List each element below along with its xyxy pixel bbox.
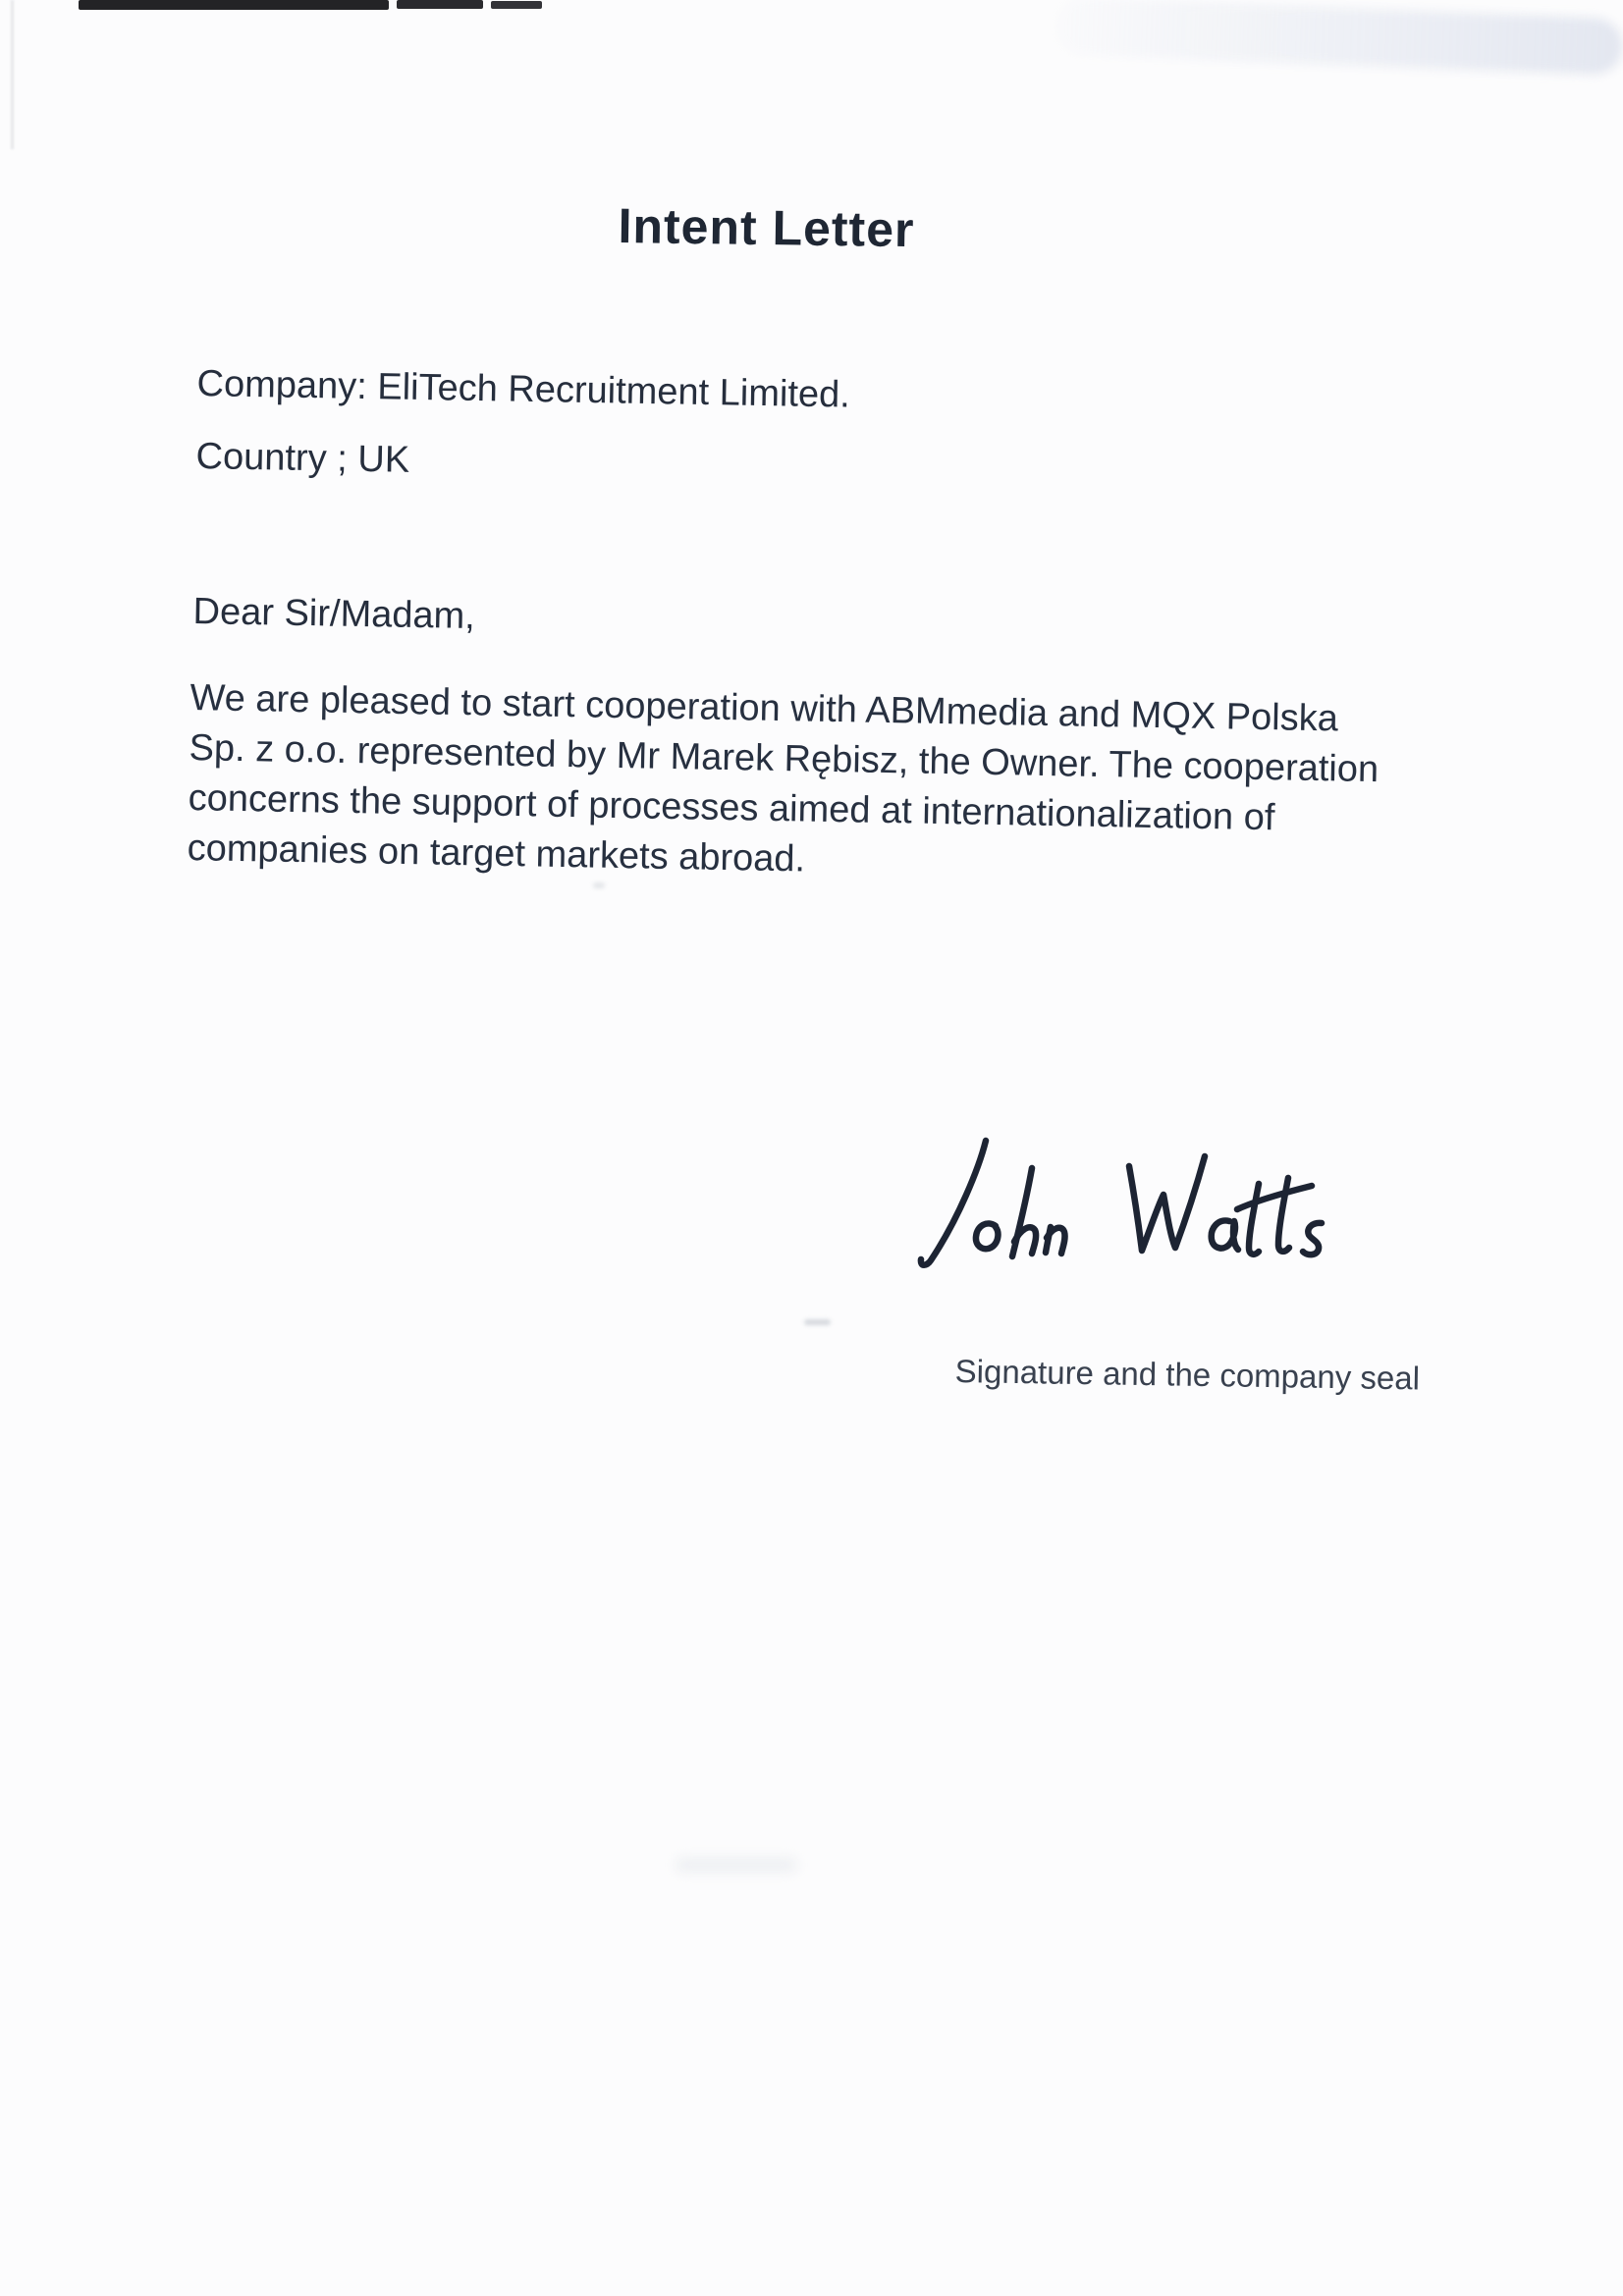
company-line: Company: EliTech Recruitment Limited.: [196, 363, 851, 416]
body-paragraph: We are pleased to start cooperation with ABMmedia and MQX Polska Sp. z o.o. represented by Mr Marek Rębisz, the Owner. The cooperation concerns the support of processes aimed at internationalization of companies on target markets abroad.: [187, 676, 1380, 881]
scan-artifact-edge-line: [11, 0, 14, 149]
scan-artifact-dark-bar-segment: [397, 0, 483, 9]
scan-artifact-dark-bar: [79, 0, 389, 10]
country-line: Country ; UK: [195, 436, 410, 481]
letter-title: Intent Letter: [618, 197, 915, 258]
scan-artifact-speck: [593, 882, 605, 888]
scan-artifact-small-dash: [804, 1319, 831, 1325]
signature-handwriting: [884, 1135, 1335, 1282]
scan-artifact-dark-bar-segment: [491, 1, 542, 9]
scan-artifact-bottom-smudge: [676, 1858, 797, 1872]
salutation-line: Dear Sir/Madam,: [192, 591, 476, 638]
scan-artifact-gray-smudge: [1055, 0, 1623, 76]
signature-caption: Signature and the company seal: [954, 1353, 1421, 1397]
